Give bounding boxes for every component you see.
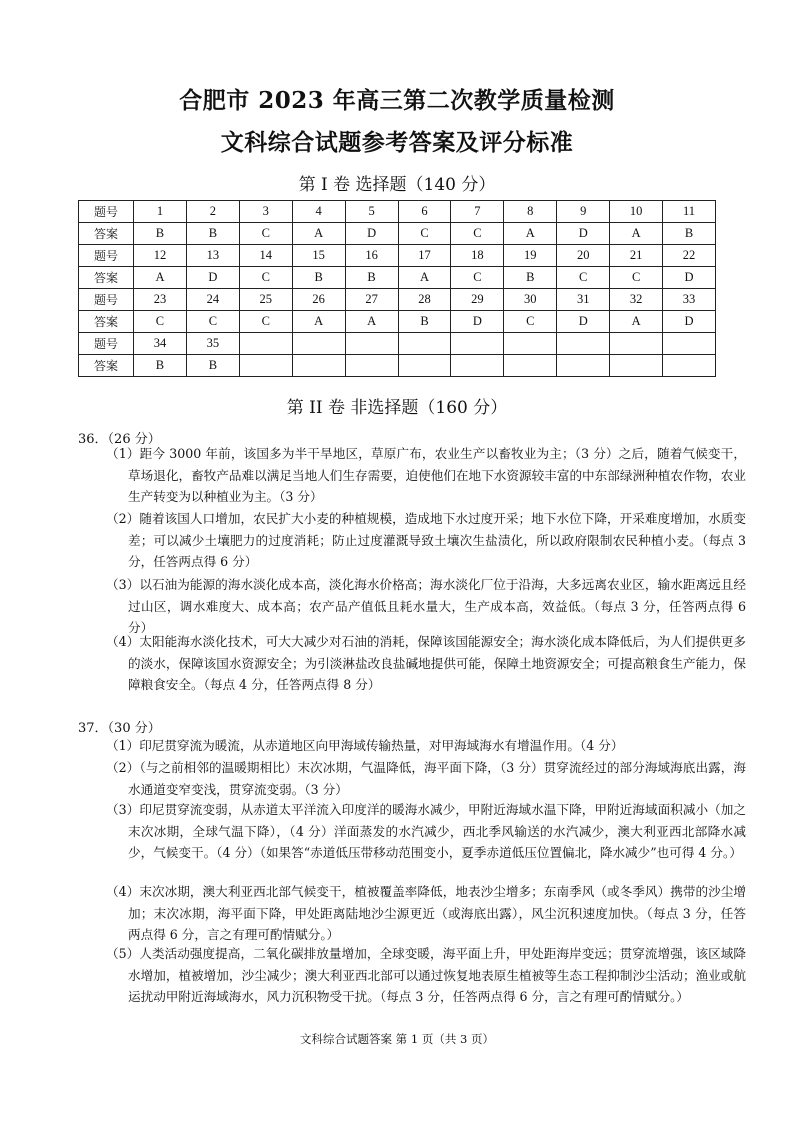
answer-cell: A: [610, 311, 663, 333]
question-number-cell: [451, 333, 504, 355]
answer-cell: C: [239, 267, 292, 289]
question-number-cell: 29: [451, 289, 504, 311]
question-number-cell: 17: [398, 245, 451, 267]
answer-cell: A: [345, 311, 398, 333]
question-number-cell: 2: [186, 201, 239, 223]
question-number-cell: 14: [239, 245, 292, 267]
question-number-cell: 18: [451, 245, 504, 267]
question-number-cell: 11: [663, 201, 716, 223]
answer-cell: D: [557, 223, 610, 245]
question-number-cell: 34: [134, 333, 187, 355]
question-number-cell: 19: [504, 245, 557, 267]
answer-cell: D: [345, 223, 398, 245]
question-number-cell: 9: [557, 201, 610, 223]
row-label-answer: 答案: [79, 355, 134, 377]
question-number-cell: 12: [134, 245, 187, 267]
question-36-heading: 36．（26 分）: [78, 432, 161, 447]
answer-cell: B: [663, 223, 716, 245]
q37-item-4: （4）末次冰期，澳大利亚西北部气候变干，植被覆盖率降低，地表沙尘增多；东南季风（或冬季风）携带的沙尘增加；末次冰期，海平面下降，甲处距离陆地沙尘源更近（或海底出露），风尘沉积速度加快。（每点 3 分，任答两点得 6 分，言之有理可酌情赋分。）: [106, 884, 746, 942]
question-number-row: [79, 245, 716, 267]
page-title: 合肥市 2023 年高三第二次教学质量检测: [179, 87, 615, 114]
question-number-row: [79, 201, 716, 223]
question-number-cell: 31: [557, 289, 610, 311]
question-number-cell: 33: [663, 289, 716, 311]
question-number-cell: [398, 333, 451, 355]
question-number-cell: 6: [398, 201, 451, 223]
section-2-title: 第 II 卷 非选择题（160 分）: [286, 398, 508, 418]
answer-row: [79, 355, 716, 377]
answer-cell: [345, 355, 398, 377]
question-number-cell: 4: [292, 201, 345, 223]
row-label-question: 题号: [79, 245, 134, 267]
row-label-answer: 答案: [79, 223, 134, 245]
question-number-cell: 27: [345, 289, 398, 311]
answer-cell: C: [134, 311, 187, 333]
question-number-cell: 7: [451, 201, 504, 223]
answer-cell: B: [292, 267, 345, 289]
q36-item-1: （1）距今 3000 年前，该国多为半干旱地区，草原广布，农业生产以畜牧业为主；（3 分）之后，随着气候变干，草场退化，畜牧产品难以满足当地人们生存需要，迫使他们在地下水资源较丰富的中东部绿洲种植农作物，农业生产转变为以种植业为主。（3 分）: [106, 446, 746, 504]
section-1-title: 第 I 卷 选择题（140 分）: [298, 175, 496, 195]
question-number-cell: 5: [345, 201, 398, 223]
answer-cell: C: [239, 311, 292, 333]
answer-cell: C: [557, 267, 610, 289]
answer-cell: C: [398, 223, 451, 245]
q36-item-3: （3）以石油为能源的海水淡化成本高，淡化海水价格高；海水淡化厂位于沿海，大多远离农业区，输水距离远且经过山区，调水难度大、成本高；农产品产值低且耗水量大，生产成本高，效益低。（每点 3 分，任答两点得 6 分）: [106, 577, 746, 635]
answer-row: [79, 267, 716, 289]
answer-cell: B: [345, 267, 398, 289]
question-number-cell: 20: [557, 245, 610, 267]
answer-cell: B: [134, 355, 187, 377]
question-number-cell: 35: [186, 333, 239, 355]
row-label-answer: 答案: [79, 267, 134, 289]
question-number-row: [79, 289, 716, 311]
answer-cell: [663, 355, 716, 377]
answer-cell: D: [557, 311, 610, 333]
q37-item-5: （5）人类活动强度提高，二氧化碳排放量增加，全球变暖，海平面上升，甲处距海岸变远；贯穿流增强，该区域降水增加，植被增加，沙尘减少；澳大利亚西北部可以通过恢复地表原生植被等生态工程抑制沙尘活动；渔业或航运扰动甲附近海域海水，风力沉积物受干扰。（每点 3 分，任答两点得 6 分，言之有理可酌情赋分。）: [106, 946, 746, 1004]
row-label-question: 题号: [79, 289, 134, 311]
question-number-cell: 3: [239, 201, 292, 223]
question-number-cell: 22: [663, 245, 716, 267]
answer-cell: C: [186, 311, 239, 333]
question-number-cell: 24: [186, 289, 239, 311]
q36-item-2: （2）随着该国人口增加，农民扩大小麦的种植规模，造成地下水过度开采；地下水位下降，开采难度增加，水质变差；可以减少土壤肥力的过度消耗；防止过度灌溉导致土壤次生盐渍化，所以政府限制农民种植小麦。（每点 3 分，任答两点得 6 分）: [106, 511, 746, 569]
answer-cell: C: [451, 223, 504, 245]
q36-item-4: （4）太阳能海水淡化技术，可大大减少对石油的消耗，保障该国能源安全；海水淡化成本降低后，为人们提供更多的淡水，保障该国水资源安全；为引淡淋盐改良盐碱地提供可能，保障土地资源安全；可提高粮食生产能力，保障粮食安全。（每点 4 分，任答两点得 8 分）: [106, 634, 746, 692]
question-number-cell: [504, 333, 557, 355]
answer-cell: C: [504, 311, 557, 333]
question-number-cell: 30: [504, 289, 557, 311]
question-number-cell: [610, 333, 663, 355]
answer-cell: C: [610, 267, 663, 289]
row-label-answer: 答案: [79, 311, 134, 333]
row-label-question: 题号: [79, 201, 134, 223]
answer-cell: [610, 355, 663, 377]
question-number-cell: 28: [398, 289, 451, 311]
answer-cell: A: [292, 223, 345, 245]
answer-cell: [504, 355, 557, 377]
question-number-cell: 10: [610, 201, 663, 223]
answer-cell: C: [451, 267, 504, 289]
answer-cell: B: [504, 267, 557, 289]
answer-cell: A: [610, 223, 663, 245]
question-number-cell: [663, 333, 716, 355]
answer-cell: [292, 355, 345, 377]
q37-item-2: （2）（与之前相邻的温暖期相比）末次冰期，气温降低，海平面下降，（3 分）贯穿流经过的部分海域海底出露，海水通道变窄变浅，贯穿流变弱。（3 分）: [106, 760, 746, 797]
question-37-heading: 37．（30 分）: [78, 721, 161, 736]
page-footer: 文科综合试题答案 第 1 页（共 3 页）: [300, 1032, 494, 1046]
answer-cell: [557, 355, 610, 377]
question-number-cell: 8: [504, 201, 557, 223]
question-number-cell: 25: [239, 289, 292, 311]
answer-table: [78, 200, 716, 377]
answer-row: [79, 311, 716, 333]
answer-cell: [239, 355, 292, 377]
question-number-cell: [292, 333, 345, 355]
question-number-cell: 26: [292, 289, 345, 311]
answer-cell: D: [663, 311, 716, 333]
q37-item-1: （1）印尼贯穿流为暖流，从赤道地区向甲海域传输热量，对甲海域海水有增温作用。（4 分）: [106, 738, 624, 753]
answer-cell: B: [186, 355, 239, 377]
question-number-cell: 1: [134, 201, 187, 223]
answer-cell: A: [292, 311, 345, 333]
question-number-cell: [345, 333, 398, 355]
question-number-cell: [557, 333, 610, 355]
answer-cell: D: [663, 267, 716, 289]
answer-cell: B: [186, 223, 239, 245]
question-number-cell: 13: [186, 245, 239, 267]
question-number-cell: 23: [134, 289, 187, 311]
question-number-cell: 21: [610, 245, 663, 267]
answer-cell: B: [398, 311, 451, 333]
answer-cell: [398, 355, 451, 377]
answer-cell: A: [134, 267, 187, 289]
question-number-cell: 32: [610, 289, 663, 311]
q37-item-3: （3）印尼贯穿流变弱，从赤道太平洋流入印度洋的暖海水减少，甲附近海域水温下降，甲附近海域面积减小（加之末次冰期，全球气温下降），（4 分）洋面蒸发的水汽减少，西北季风输送的水汽减少，澳大利亚西北部降水减少，气候变干。（4 分）（如果答“赤道低压带移动范围变小，夏季赤道低压位置偏北，降水减少”也可得 4 分。）: [106, 802, 746, 860]
row-label-question: 题号: [79, 333, 134, 355]
question-number-cell: 16: [345, 245, 398, 267]
answer-row: [79, 223, 716, 245]
answer-cell: A: [504, 223, 557, 245]
answer-cell: C: [239, 223, 292, 245]
question-number-cell: [239, 333, 292, 355]
answer-cell: B: [134, 223, 187, 245]
page-subtitle: 文科综合试题参考答案及评分标准: [220, 129, 574, 156]
question-number-row: [79, 333, 716, 355]
answer-cell: D: [186, 267, 239, 289]
question-number-cell: 15: [292, 245, 345, 267]
answer-cell: D: [451, 311, 504, 333]
answer-cell: A: [398, 267, 451, 289]
answer-cell: [451, 355, 504, 377]
